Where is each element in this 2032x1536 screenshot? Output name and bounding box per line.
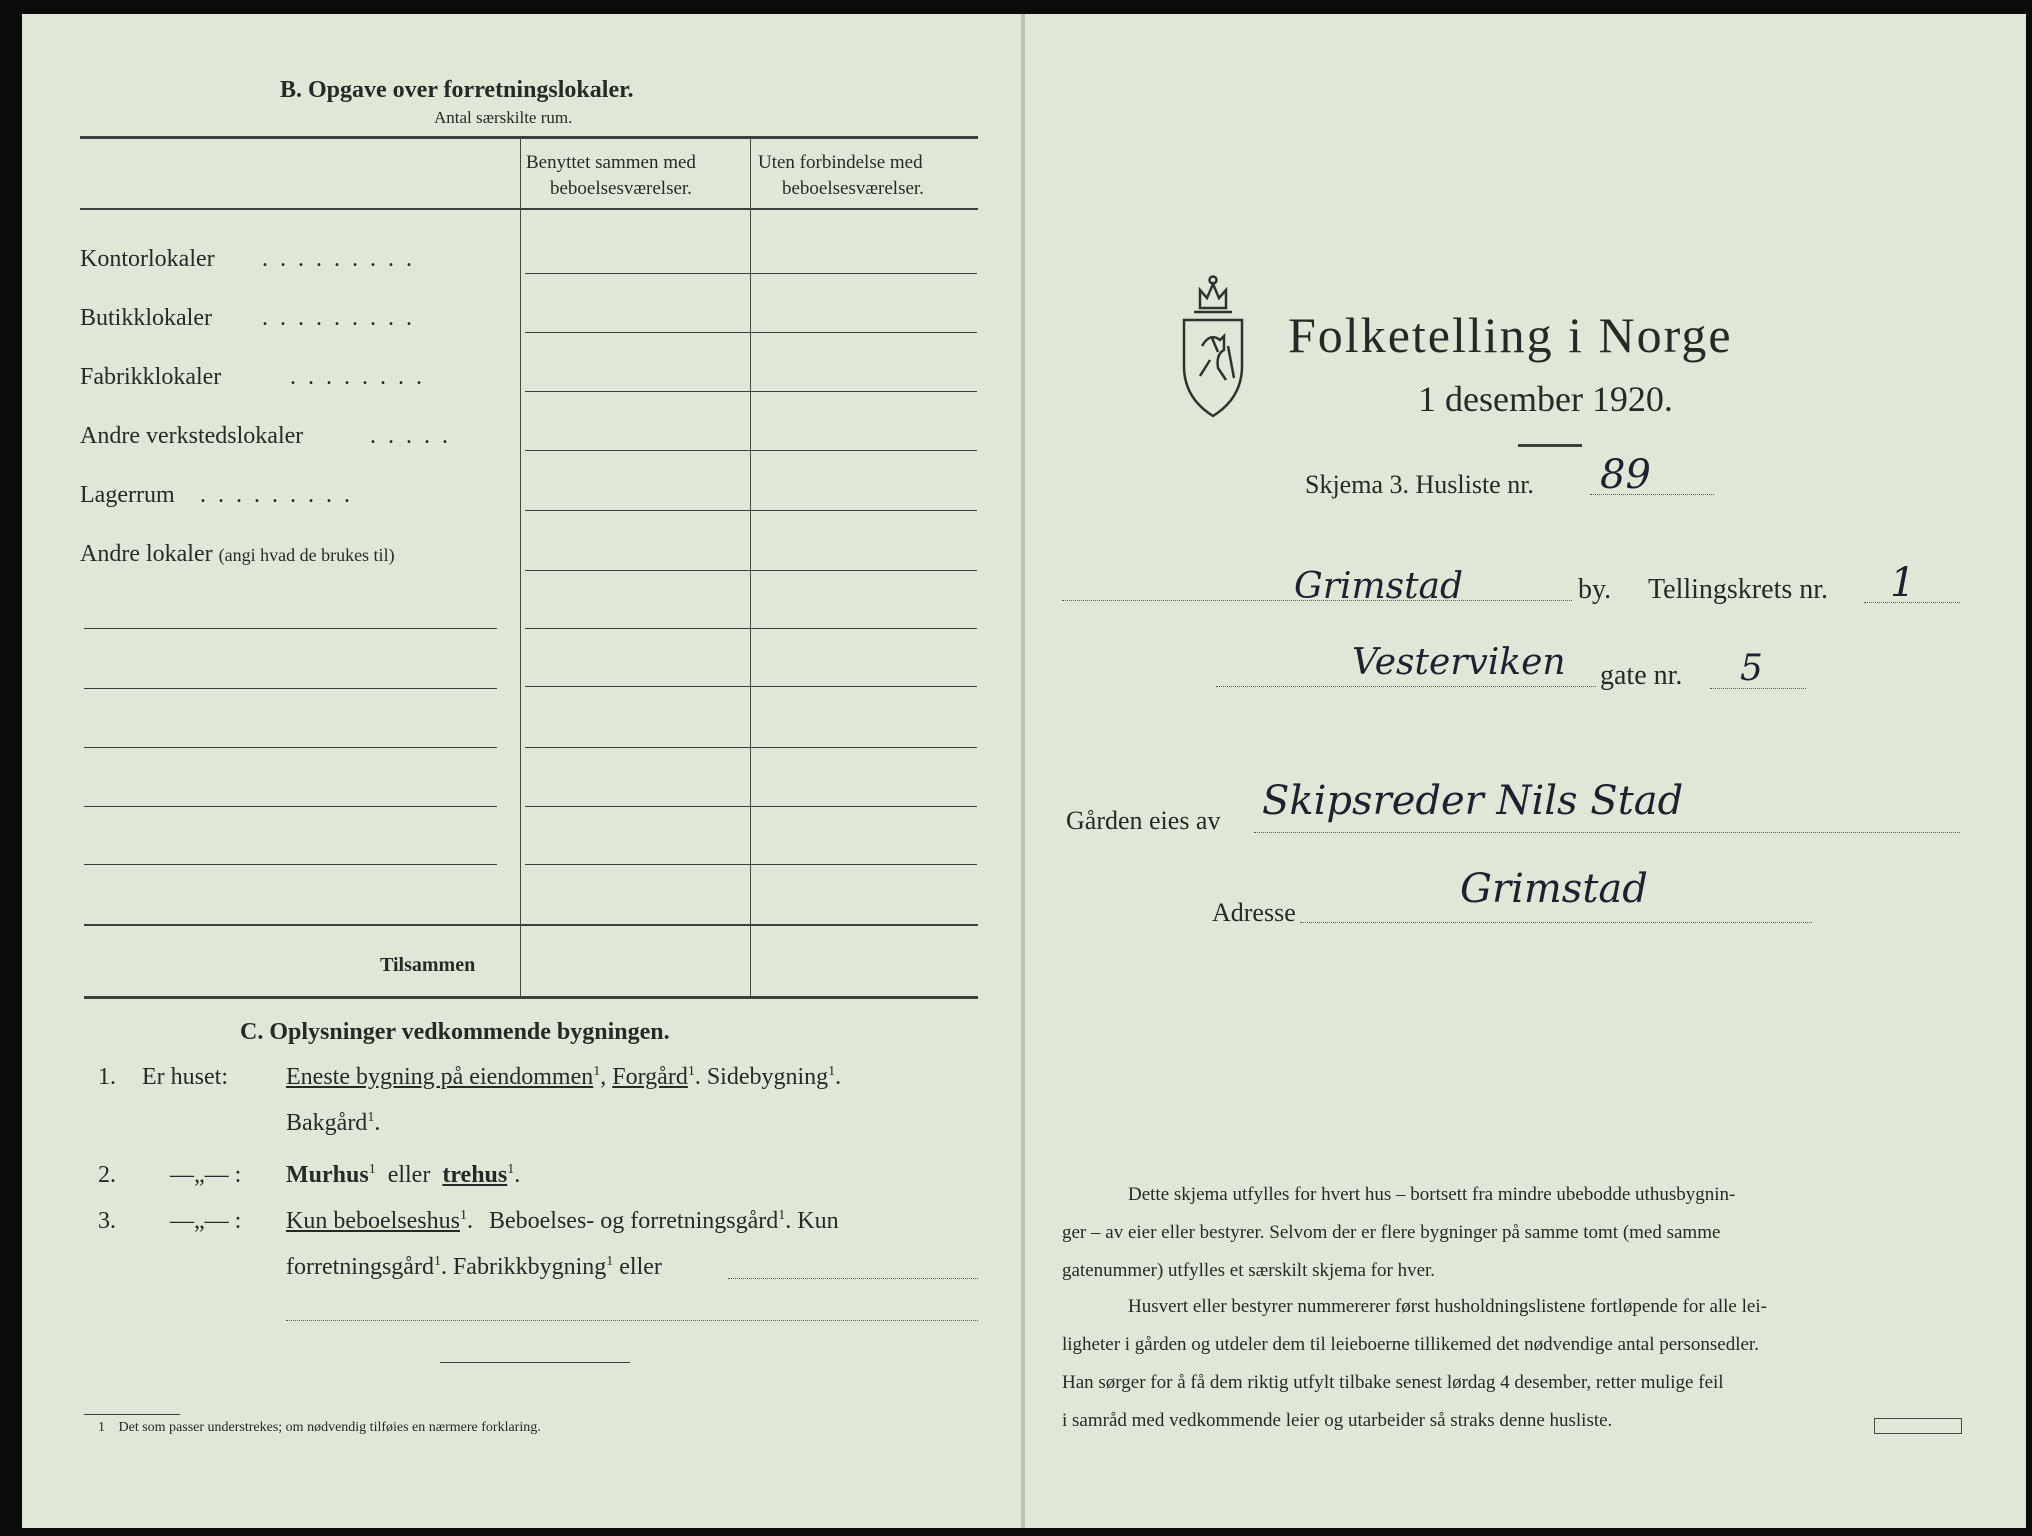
footnote-ref: 1 (507, 1162, 515, 1177)
table-header-rule (80, 208, 978, 210)
footnote-ref: 1 (368, 1162, 376, 1177)
title-divider (1518, 444, 1582, 447)
row-label-kontorlokaler: Kontorlokaler (80, 246, 215, 272)
row-label-fabrikklokaler: Fabrikklokaler (80, 364, 222, 390)
row-dots: . . . . . . . . . (200, 482, 353, 508)
table-bottom-rule (84, 996, 978, 999)
item-3-eller: eller (619, 1254, 662, 1280)
adresse-label: Adresse (1212, 898, 1296, 927)
row-rule (525, 332, 977, 333)
total-top-rule (84, 924, 978, 926)
tellingskrets-number-value: 1 (1890, 560, 1916, 606)
footnote-ref: 1 (687, 1064, 695, 1079)
item-1-options-line1: Eneste bygning på eiendommen$^1$, Forgård$^1$. Sidebygning$^1$. (286, 1064, 842, 1090)
column-header-2-line2: beboelsesværelser. (782, 178, 924, 199)
instructions-line: ger – av eier eller bestyrer. Selvom der er flere bygninger på samme tomt (med samme (1062, 1222, 1721, 1243)
row-rule (525, 747, 977, 748)
row-label-lagerrum: Lagerrum (80, 482, 175, 508)
instructions-line: ligheter i gården og utdeler dem til leieboerne tillikemed det nødvendige antal personsedler. (1062, 1334, 1759, 1355)
option-fabrikkbygning: Fabrikkbygning (452, 1254, 607, 1280)
option-sidebygning: Sidebygning (706, 1064, 829, 1090)
row-dots: . . . . . . . . . (262, 246, 415, 272)
printer-stamp-icon (1874, 1418, 1962, 1434)
row-rule (525, 273, 977, 274)
total-label: Tilsammen (380, 954, 476, 976)
column-header-1-line2: beboelsesværelser. (550, 178, 692, 199)
row-rule (525, 806, 977, 807)
andre-lokaler-note: (angi hvad de brukes til) (218, 545, 395, 565)
item-1-question: Er huset: (142, 1064, 228, 1090)
eier-line (1254, 832, 1960, 833)
instructions-line: i samråd med vedkommende leier og utarbeider så straks denne husliste. (1062, 1410, 1613, 1431)
instructions-line: Husvert eller bestyrer nummererer først husholdningslistene fortløpende for alle lei- (1128, 1296, 1767, 1317)
gate-value: Vesterviken (1352, 642, 1566, 683)
footnote-mark: 1 (98, 1420, 105, 1435)
item-3-options-line2: forretningsgård$^1$. Fabrikkbygning$^1$ eller (286, 1254, 662, 1280)
item-2-eller: eller (387, 1162, 431, 1188)
andre-lokaler-label: Andre lokaler (80, 541, 213, 567)
row-rule (525, 391, 977, 392)
instructions-line: gatenummer) utfylles et særskilt skjema for hver. (1062, 1260, 1436, 1281)
footnote-ref: 1 (606, 1254, 614, 1269)
row-dots: . . . . . . . . (290, 364, 425, 390)
eier-label: Gården eies av (1066, 806, 1221, 835)
item-2-number: 2. (98, 1162, 116, 1188)
section-b-subtitle: Antal særskilte rum. (434, 108, 573, 127)
section-end-rule (440, 1362, 630, 1363)
footnote-ref: 1 (828, 1064, 836, 1079)
footnote-text: Det som passer understrekes; om nødvendig tilføies en nærmere forklaring. (118, 1420, 541, 1435)
item-3-options-line1: Kun beboelseshus$^1$. Beboelses- og forretningsgård$^1$. Kun (286, 1208, 839, 1234)
row-label-andre-lokaler (80, 541, 395, 568)
row-rule (525, 686, 977, 687)
coat-of-arms-icon (1172, 268, 1254, 418)
gate-line (1216, 686, 1596, 687)
blank-line (84, 628, 497, 629)
item-3-fill-line (286, 1320, 978, 1321)
footnote-rule (84, 1414, 180, 1415)
skjema-label: Skjema 3. Husliste nr. (1305, 470, 1534, 499)
section-b-title: B. Opgave over forretningslokaler. (280, 77, 634, 103)
instructions-line: Dette skjema utfylles for hvert hus – bortsett fra mindre ubebodde uthusbygnin- (1128, 1184, 1736, 1205)
row-rule (525, 450, 977, 451)
row-label-butikklokaler: Butikklokaler (80, 305, 212, 331)
item-1-number: 1. (98, 1064, 116, 1090)
column-header-2-line1: Uten forbindelse med (758, 152, 923, 173)
footnote-ref: 1 (459, 1208, 467, 1223)
blank-line (84, 864, 497, 865)
row-rule (525, 510, 977, 511)
option-forretningsgard: forretningsgård (286, 1254, 434, 1280)
option-murhus: Murhus (286, 1162, 369, 1188)
column-header-1-line1: Benyttet sammen med (526, 152, 696, 173)
row-rule (525, 570, 977, 571)
section-c-title: C. Oplysninger vedkommende bygningen. (240, 1019, 670, 1045)
row-dots: . . . . . (370, 423, 451, 449)
footnote-ref: 1 (367, 1110, 375, 1125)
item-2-options: Murhus$^1$ eller trehus$^1$. (286, 1162, 521, 1188)
tellingskrets-line (1864, 602, 1960, 603)
option-kun: Kun (797, 1208, 839, 1234)
row-rule (525, 864, 977, 865)
footnote-ref: 1 (778, 1208, 786, 1223)
gate-label: gate nr. (1600, 660, 1683, 691)
option-bakgard: Bakgård (286, 1110, 368, 1136)
option-trehus: trehus (442, 1162, 508, 1188)
by-label: by. (1578, 574, 1612, 605)
page-fold (1021, 14, 1025, 1528)
gate-number-value: 5 (1740, 648, 1763, 689)
eier-value: Skipsreder Nils Stad (1262, 778, 1684, 824)
item-2-ditto: —„— : (170, 1162, 242, 1188)
footnote (98, 1420, 541, 1436)
instructions-line: Han sørger for å få dem riktig utfylt tilbake senest lørdag 4 desember, retter mulige feil (1062, 1372, 1724, 1393)
item-1-options-line2: Bakgård$^1$. (286, 1110, 381, 1136)
item-3-fill-line (728, 1278, 978, 1279)
option-beboelses-og-forretningsgard: Beboelses- og forretningsgård (488, 1208, 779, 1234)
option-kun-beboelseshus: Kun beboelseshus (286, 1208, 460, 1234)
table-top-rule (80, 136, 978, 139)
footnote-ref: 1 (433, 1254, 441, 1269)
tellingskrets-label: Tellingskrets nr. (1648, 574, 1829, 605)
census-date: 1 desember 1920. (1418, 379, 1673, 419)
blank-line (84, 747, 497, 748)
footnote-ref: 1 (593, 1064, 601, 1079)
item-3-number: 3. (98, 1208, 116, 1234)
item-3-ditto: —„— : (170, 1208, 242, 1234)
blank-line (84, 688, 497, 689)
option-forgard: Forgård (612, 1064, 688, 1090)
by-line (1062, 600, 1572, 601)
adresse-line (1300, 922, 1812, 923)
option-eneste-bygning: Eneste bygning på eiendommen (286, 1064, 594, 1090)
blank-line (84, 806, 497, 807)
adresse-value: Grimstad (1460, 866, 1648, 912)
form-title: Folketelling i Norge (1288, 307, 1733, 363)
row-dots: . . . . . . . . . (262, 305, 415, 331)
husliste-number-line (1590, 494, 1714, 495)
column-divider-1 (520, 138, 521, 996)
row-rule (525, 628, 977, 629)
by-value: Grimstad (1294, 566, 1464, 607)
left-page (22, 14, 1022, 1528)
column-divider-2 (750, 138, 751, 996)
gate-number-line (1710, 688, 1806, 689)
row-label-andre-verkstedslokaler: Andre verkstedslokaler (80, 423, 304, 449)
husliste-number-value: 89 (1600, 452, 1651, 498)
